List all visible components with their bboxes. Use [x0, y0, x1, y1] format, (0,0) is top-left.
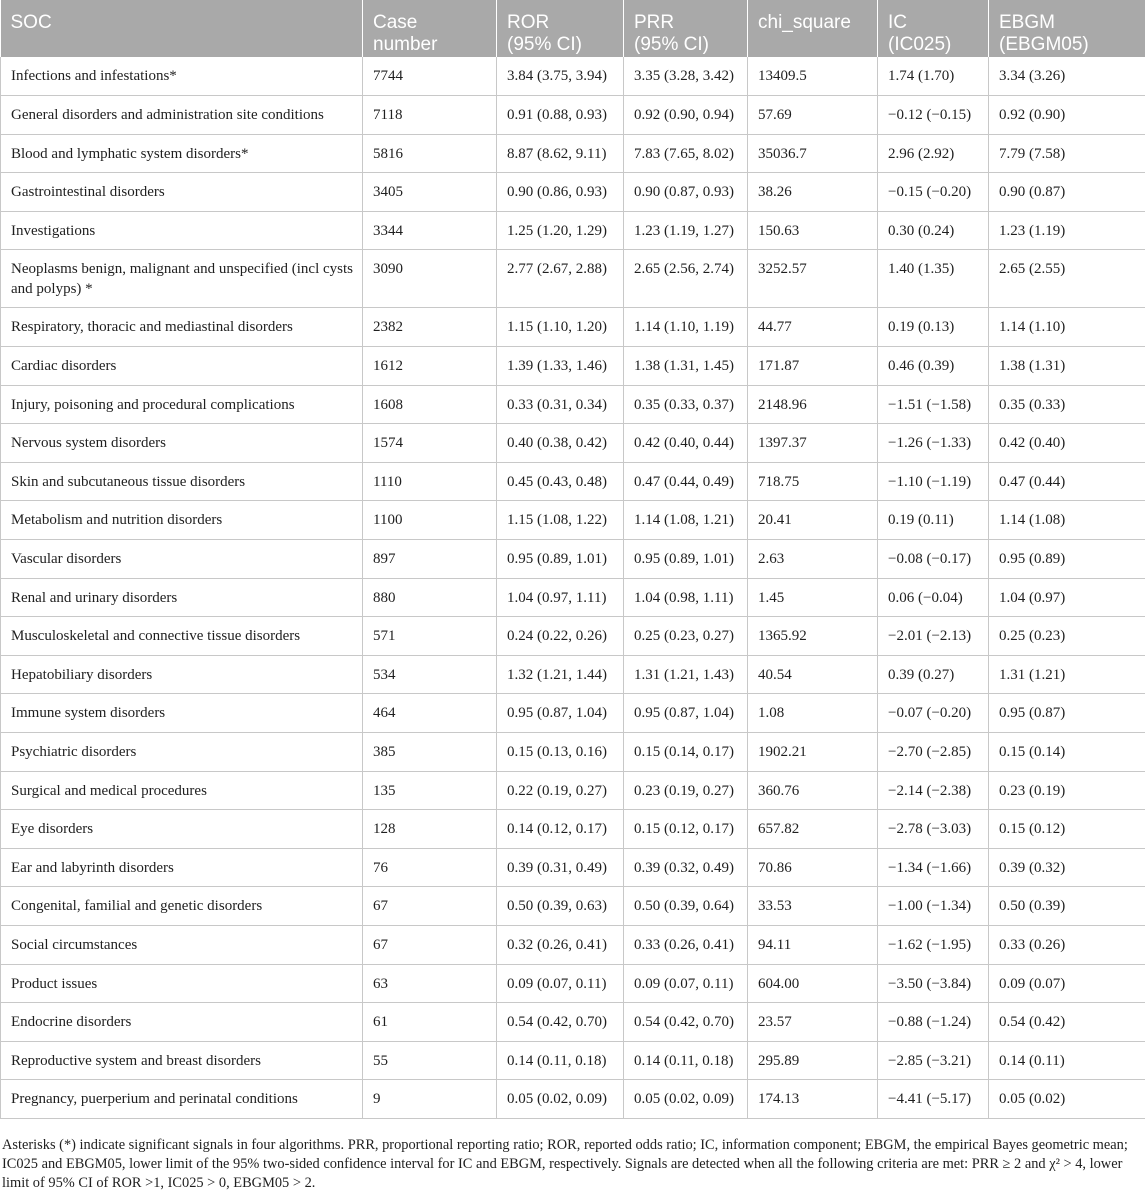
table-header-row — [1, 0, 1145, 57]
ic-cell: 2.96 (2.92) — [878, 134, 989, 173]
chi-square-cell: 44.77 — [748, 308, 878, 347]
column-header: IC (IC025) — [878, 0, 989, 57]
soc-cell: Blood and lymphatic system disorders* — [1, 134, 363, 173]
prr-cell: 0.42 (0.40, 0.44) — [624, 424, 748, 463]
case-number-cell: 1608 — [363, 385, 497, 424]
table-row — [1, 694, 1145, 733]
prr-cell: 0.95 (0.89, 1.01) — [624, 540, 748, 579]
table-row — [1, 96, 1145, 135]
soc-cell: Injury, poisoning and procedural complications — [1, 385, 363, 424]
prr-cell: 0.33 (0.26, 0.41) — [624, 925, 748, 964]
chi-square-cell: 174.13 — [748, 1080, 878, 1119]
ror-cell: 0.50 (0.39, 0.63) — [497, 887, 624, 926]
ror-cell: 0.39 (0.31, 0.49) — [497, 848, 624, 887]
case-number-cell: 1100 — [363, 501, 497, 540]
case-number-cell: 3405 — [363, 173, 497, 212]
soc-cell: Musculoskeletal and connective tissue disorders — [1, 617, 363, 656]
case-number-cell: 1574 — [363, 424, 497, 463]
prr-cell: 2.65 (2.56, 2.74) — [624, 250, 748, 308]
case-number-cell: 534 — [363, 655, 497, 694]
chi-square-cell: 33.53 — [748, 887, 878, 926]
chi-square-cell: 1.45 — [748, 578, 878, 617]
prr-cell: 0.23 (0.19, 0.27) — [624, 771, 748, 810]
ic-cell: −4.41 (−5.17) — [878, 1080, 989, 1119]
soc-cell: Gastrointestinal disorders — [1, 173, 363, 212]
soc-cell: Surgical and medical procedures — [1, 771, 363, 810]
prr-cell: 0.15 (0.12, 0.17) — [624, 810, 748, 849]
case-number-cell: 128 — [363, 810, 497, 849]
prr-cell: 1.23 (1.19, 1.27) — [624, 211, 748, 250]
case-number-cell: 67 — [363, 925, 497, 964]
ic-cell: 0.06 (−0.04) — [878, 578, 989, 617]
prr-cell: 0.90 (0.87, 0.93) — [624, 173, 748, 212]
chi-square-cell: 57.69 — [748, 96, 878, 135]
table-row — [1, 385, 1145, 424]
chi-square-cell: 70.86 — [748, 848, 878, 887]
chi-square-cell: 150.63 — [748, 211, 878, 250]
ror-cell: 1.32 (1.21, 1.44) — [497, 655, 624, 694]
soc-cell: Immune system disorders — [1, 694, 363, 733]
ebgm-cell: 0.50 (0.39) — [989, 887, 1145, 926]
table-row — [1, 424, 1145, 463]
ebgm-cell: 1.04 (0.97) — [989, 578, 1145, 617]
ic-cell: −1.10 (−1.19) — [878, 462, 989, 501]
column-header: PRR (95% CI) — [624, 0, 748, 57]
ror-cell: 0.95 (0.87, 1.04) — [497, 694, 624, 733]
table-row — [1, 211, 1145, 250]
table-row — [1, 134, 1145, 173]
ror-cell: 0.91 (0.88, 0.93) — [497, 96, 624, 135]
prr-cell: 0.39 (0.32, 0.49) — [624, 848, 748, 887]
ic-cell: −2.70 (−2.85) — [878, 733, 989, 772]
ebgm-cell: 0.35 (0.33) — [989, 385, 1145, 424]
case-number-cell: 7118 — [363, 96, 497, 135]
soc-cell: General disorders and administration site conditions — [1, 96, 363, 135]
case-number-cell: 464 — [363, 694, 497, 733]
prr-cell: 7.83 (7.65, 8.02) — [624, 134, 748, 173]
ebgm-cell: 0.33 (0.26) — [989, 925, 1145, 964]
ror-cell: 1.25 (1.20, 1.29) — [497, 211, 624, 250]
column-header: EBGM (EBGM05) — [989, 0, 1145, 57]
chi-square-cell: 35036.7 — [748, 134, 878, 173]
chi-square-cell: 13409.5 — [748, 57, 878, 96]
ebgm-cell: 1.23 (1.19) — [989, 211, 1145, 250]
ic-cell: −3.50 (−3.84) — [878, 964, 989, 1003]
table-row — [1, 347, 1145, 386]
chi-square-cell: 295.89 — [748, 1041, 878, 1080]
table-row — [1, 501, 1145, 540]
table-row — [1, 617, 1145, 656]
case-number-cell: 7744 — [363, 57, 497, 96]
ebgm-cell: 0.39 (0.32) — [989, 848, 1145, 887]
prr-cell: 0.09 (0.07, 0.11) — [624, 964, 748, 1003]
chi-square-cell: 3252.57 — [748, 250, 878, 308]
case-number-cell: 571 — [363, 617, 497, 656]
ic-cell: −2.01 (−2.13) — [878, 617, 989, 656]
ic-cell: −2.78 (−3.03) — [878, 810, 989, 849]
case-number-cell: 385 — [363, 733, 497, 772]
prr-cell: 0.47 (0.44, 0.49) — [624, 462, 748, 501]
ic-cell: 0.19 (0.11) — [878, 501, 989, 540]
ebgm-cell: 0.92 (0.90) — [989, 96, 1145, 135]
ror-cell: 0.33 (0.31, 0.34) — [497, 385, 624, 424]
table-row — [1, 771, 1145, 810]
ic-cell: 0.39 (0.27) — [878, 655, 989, 694]
ebgm-cell: 1.31 (1.21) — [989, 655, 1145, 694]
ebgm-cell: 0.05 (0.02) — [989, 1080, 1145, 1119]
ebgm-cell: 1.14 (1.10) — [989, 308, 1145, 347]
table-row — [1, 173, 1145, 212]
ebgm-cell: 0.25 (0.23) — [989, 617, 1145, 656]
ror-cell: 0.14 (0.12, 0.17) — [497, 810, 624, 849]
chi-square-cell: 20.41 — [748, 501, 878, 540]
ror-cell: 0.24 (0.22, 0.26) — [497, 617, 624, 656]
ic-cell: −0.88 (−1.24) — [878, 1003, 989, 1042]
soc-cell: Hepatobiliary disorders — [1, 655, 363, 694]
soc-cell: Social circumstances — [1, 925, 363, 964]
ror-cell: 1.04 (0.97, 1.11) — [497, 578, 624, 617]
case-number-cell: 9 — [363, 1080, 497, 1119]
ror-cell: 0.32 (0.26, 0.41) — [497, 925, 624, 964]
ror-cell: 8.87 (8.62, 9.11) — [497, 134, 624, 173]
prr-cell: 0.54 (0.42, 0.70) — [624, 1003, 748, 1042]
chi-square-cell: 94.11 — [748, 925, 878, 964]
chi-square-cell: 40.54 — [748, 655, 878, 694]
ror-cell: 0.90 (0.86, 0.93) — [497, 173, 624, 212]
soc-cell: Eye disorders — [1, 810, 363, 849]
ror-cell: 0.22 (0.19, 0.27) — [497, 771, 624, 810]
ic-cell: −1.26 (−1.33) — [878, 424, 989, 463]
soc-cell: Ear and labyrinth disorders — [1, 848, 363, 887]
ic-cell: 1.40 (1.35) — [878, 250, 989, 308]
column-header: Case number — [363, 0, 497, 57]
chi-square-cell: 171.87 — [748, 347, 878, 386]
ror-cell: 3.84 (3.75, 3.94) — [497, 57, 624, 96]
ebgm-cell: 0.95 (0.87) — [989, 694, 1145, 733]
ebgm-cell: 0.14 (0.11) — [989, 1041, 1145, 1080]
soc-cell: Renal and urinary disorders — [1, 578, 363, 617]
ror-cell: 0.14 (0.11, 0.18) — [497, 1041, 624, 1080]
soc-cell: Product issues — [1, 964, 363, 1003]
chi-square-cell: 1902.21 — [748, 733, 878, 772]
case-number-cell: 2382 — [363, 308, 497, 347]
table-row — [1, 733, 1145, 772]
ror-cell: 1.15 (1.10, 1.20) — [497, 308, 624, 347]
column-header: chi_square — [748, 0, 878, 57]
prr-cell: 1.31 (1.21, 1.43) — [624, 655, 748, 694]
case-number-cell: 880 — [363, 578, 497, 617]
case-number-cell: 3090 — [363, 250, 497, 308]
case-number-cell: 55 — [363, 1041, 497, 1080]
ebgm-cell: 0.95 (0.89) — [989, 540, 1145, 579]
table-row — [1, 1080, 1145, 1119]
soc-cell: Neoplasms benign, malignant and unspecified (incl cysts and polyps) * — [1, 250, 363, 308]
ebgm-cell: 0.23 (0.19) — [989, 771, 1145, 810]
ebgm-cell: 0.90 (0.87) — [989, 173, 1145, 212]
ror-cell: 1.39 (1.33, 1.46) — [497, 347, 624, 386]
chi-square-cell: 2148.96 — [748, 385, 878, 424]
chi-square-cell: 657.82 — [748, 810, 878, 849]
table-row — [1, 810, 1145, 849]
ror-cell: 1.15 (1.08, 1.22) — [497, 501, 624, 540]
column-header: SOC — [1, 0, 363, 57]
ror-cell: 2.77 (2.67, 2.88) — [497, 250, 624, 308]
ror-cell: 0.15 (0.13, 0.16) — [497, 733, 624, 772]
prr-cell: 3.35 (3.28, 3.42) — [624, 57, 748, 96]
chi-square-cell: 1365.92 — [748, 617, 878, 656]
table-row — [1, 848, 1145, 887]
table-row — [1, 964, 1145, 1003]
prr-cell: 0.35 (0.33, 0.37) — [624, 385, 748, 424]
ror-cell: 0.54 (0.42, 0.70) — [497, 1003, 624, 1042]
table-footnote: Asterisks (*) indicate significant signals in four algorithms. PRR, proportional reporting ratio; ROR, reported odds ratio; IC, information component; EBGM, the empirical Bayes geometric mean; IC025 and EBGM05, lower limit of the 95% two-sided confidence interval for IC and EBGM, respectively. Signals are detected when all the following criteria are met: PRR ≥ 2 and χ² > 4, lower limit of 95% CI of ROR >1, IC025 > 0, EBGM05 > 2. — [2, 1137, 1128, 1191]
chi-square-cell: 1397.37 — [748, 424, 878, 463]
ebgm-cell: 0.15 (0.12) — [989, 810, 1145, 849]
ic-cell: 0.46 (0.39) — [878, 347, 989, 386]
ic-cell: 1.74 (1.70) — [878, 57, 989, 96]
ror-cell: 0.95 (0.89, 1.01) — [497, 540, 624, 579]
case-number-cell: 5816 — [363, 134, 497, 173]
ebgm-cell: 3.34 (3.26) — [989, 57, 1145, 96]
soc-cell: Pregnancy, puerperium and perinatal conditions — [1, 1080, 363, 1119]
prr-cell: 1.04 (0.98, 1.11) — [624, 578, 748, 617]
chi-square-cell: 38.26 — [748, 173, 878, 212]
soc-cell: Endocrine disorders — [1, 1003, 363, 1042]
soc-cell: Psychiatric disorders — [1, 733, 363, 772]
prr-cell: 0.25 (0.23, 0.27) — [624, 617, 748, 656]
case-number-cell: 3344 — [363, 211, 497, 250]
ebgm-cell: 1.14 (1.08) — [989, 501, 1145, 540]
ic-cell: 0.19 (0.13) — [878, 308, 989, 347]
prr-cell: 1.38 (1.31, 1.45) — [624, 347, 748, 386]
case-number-cell: 61 — [363, 1003, 497, 1042]
prr-cell: 0.50 (0.39, 0.64) — [624, 887, 748, 926]
table-row — [1, 887, 1145, 926]
ebgm-cell: 0.47 (0.44) — [989, 462, 1145, 501]
table-row — [1, 578, 1145, 617]
table-row — [1, 57, 1145, 96]
prr-cell: 1.14 (1.08, 1.21) — [624, 501, 748, 540]
ic-cell: −0.08 (−0.17) — [878, 540, 989, 579]
ic-cell: −1.34 (−1.66) — [878, 848, 989, 887]
prr-cell: 0.05 (0.02, 0.09) — [624, 1080, 748, 1119]
case-number-cell: 135 — [363, 771, 497, 810]
ic-cell: −1.51 (−1.58) — [878, 385, 989, 424]
table-row — [1, 1003, 1145, 1042]
table-body — [1, 57, 1145, 1118]
ic-cell: −0.15 (−0.20) — [878, 173, 989, 212]
prr-cell: 0.92 (0.90, 0.94) — [624, 96, 748, 135]
prr-cell: 0.14 (0.11, 0.18) — [624, 1041, 748, 1080]
soc-cell: Vascular disorders — [1, 540, 363, 579]
ic-cell: −0.07 (−0.20) — [878, 694, 989, 733]
ror-cell: 0.05 (0.02, 0.09) — [497, 1080, 624, 1119]
table-row — [1, 308, 1145, 347]
prr-cell: 0.15 (0.14, 0.17) — [624, 733, 748, 772]
soc-cell: Respiratory, thoracic and mediastinal disorders — [1, 308, 363, 347]
table-row — [1, 925, 1145, 964]
ebgm-cell: 0.15 (0.14) — [989, 733, 1145, 772]
soc-cell: Cardiac disorders — [1, 347, 363, 386]
ebgm-cell: 0.09 (0.07) — [989, 964, 1145, 1003]
ror-cell: 0.09 (0.07, 0.11) — [497, 964, 624, 1003]
prr-cell: 1.14 (1.10, 1.19) — [624, 308, 748, 347]
soc-cell: Reproductive system and breast disorders — [1, 1041, 363, 1080]
table-row — [1, 462, 1145, 501]
case-number-cell: 63 — [363, 964, 497, 1003]
table-row — [1, 655, 1145, 694]
soc-cell: Infections and infestations* — [1, 57, 363, 96]
soc-cell: Congenital, familial and genetic disorders — [1, 887, 363, 926]
ebgm-cell: 2.65 (2.55) — [989, 250, 1145, 308]
case-number-cell: 76 — [363, 848, 497, 887]
ebgm-cell: 0.42 (0.40) — [989, 424, 1145, 463]
column-header: ROR (95% CI) — [497, 0, 624, 57]
table-row — [1, 540, 1145, 579]
table-row — [1, 250, 1145, 308]
chi-square-cell: 23.57 — [748, 1003, 878, 1042]
ebgm-cell: 7.79 (7.58) — [989, 134, 1145, 173]
table-row — [1, 1041, 1145, 1080]
ic-cell: −0.12 (−0.15) — [878, 96, 989, 135]
ic-cell: −1.00 (−1.34) — [878, 887, 989, 926]
ic-cell: −1.62 (−1.95) — [878, 925, 989, 964]
soc-cell: Investigations — [1, 211, 363, 250]
chi-square-cell: 1.08 — [748, 694, 878, 733]
ic-cell: 0.30 (0.24) — [878, 211, 989, 250]
ebgm-cell: 0.54 (0.42) — [989, 1003, 1145, 1042]
soc-cell: Nervous system disorders — [1, 424, 363, 463]
chi-square-cell: 604.00 — [748, 964, 878, 1003]
ebgm-cell: 1.38 (1.31) — [989, 347, 1145, 386]
ic-cell: −2.85 (−3.21) — [878, 1041, 989, 1080]
case-number-cell: 67 — [363, 887, 497, 926]
chi-square-cell: 718.75 — [748, 462, 878, 501]
chi-square-cell: 2.63 — [748, 540, 878, 579]
soc-cell: Skin and subcutaneous tissue disorders — [1, 462, 363, 501]
case-number-cell: 897 — [363, 540, 497, 579]
ic-cell: −2.14 (−2.38) — [878, 771, 989, 810]
prr-cell: 0.95 (0.87, 1.04) — [624, 694, 748, 733]
case-number-cell: 1110 — [363, 462, 497, 501]
case-number-cell: 1612 — [363, 347, 497, 386]
ror-cell: 0.45 (0.43, 0.48) — [497, 462, 624, 501]
ror-cell: 0.40 (0.38, 0.42) — [497, 424, 624, 463]
soc-cell: Metabolism and nutrition disorders — [1, 501, 363, 540]
chi-square-cell: 360.76 — [748, 771, 878, 810]
